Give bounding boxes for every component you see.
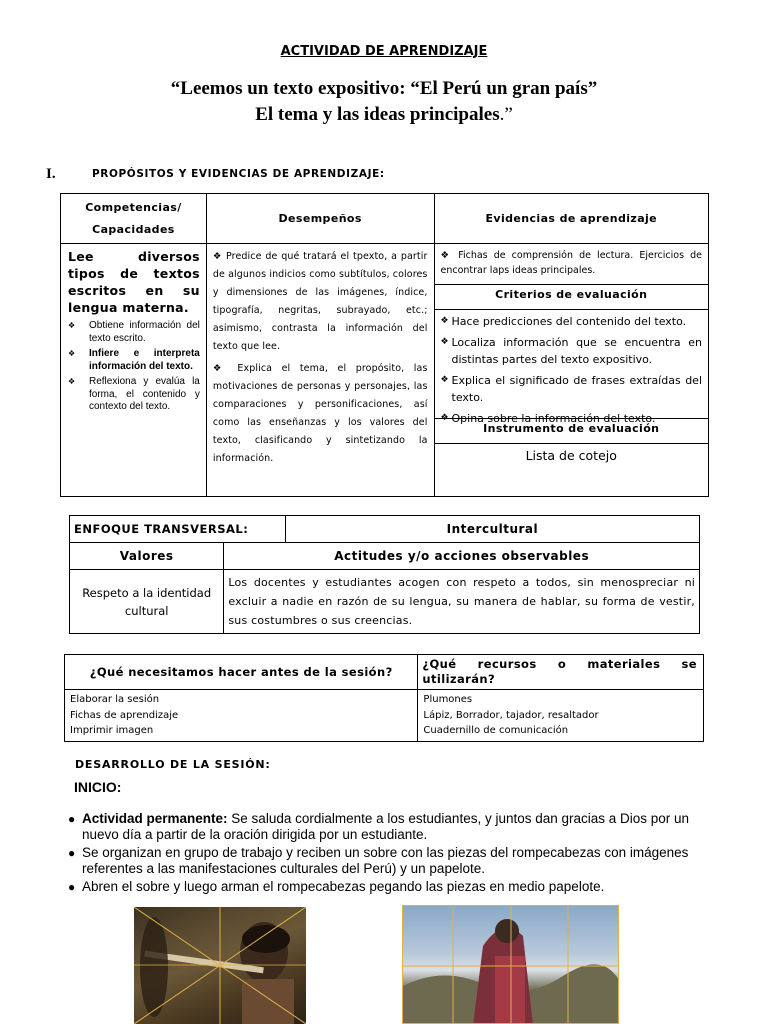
diamond-bullet-icon: ❖ [68, 349, 76, 358]
list-item: Plumones [423, 694, 473, 705]
list-item: ● Se organizan en grupo de trabajo y reciben un sobre con las piezas del rompecabezas con imágenes referentes a las manifestaciones culturales del Perú) y un papelote. [68, 845, 689, 876]
list-item: ❖ Obtiene información del texto escrito. [68, 320, 200, 344]
main-title [0, 76, 768, 128]
desempenos-header: Desempeños [206, 194, 434, 244]
criterios-header: Criterios de evaluación [435, 284, 709, 310]
before-session-list [65, 690, 418, 742]
diamond-bullet-icon: ❖ [440, 316, 449, 326]
section-number: I. [46, 166, 56, 182]
title-line-2-end: .” [499, 104, 513, 125]
evidencias-text: ❖ Fichas de comprensión de lectura. Ejercicios de encontrar laps ideas principales. [440, 250, 702, 276]
criterios-list [435, 310, 709, 425]
section-title: PROPÓSITOS Y EVIDENCIAS DE APRENDIZAJE: [92, 168, 385, 180]
list-item: Lápiz, Borrador, tajador, resaltador [423, 709, 599, 721]
list-item: Elaborar la sesión [70, 694, 160, 705]
competencias-cell [61, 244, 207, 497]
activity-title: ACTIVIDAD DE APRENDIZAJE [280, 44, 488, 59]
desempenos-cell [206, 244, 434, 497]
desempeno-item: ❖ Predice de qué tratará el tpexto, a partir de algunos indicios como subtítulos, colores y dimensiones de las imágenes, índice, tipografía, negritas, subrayado, etc.; asimismo, contrasta la información del texto que lee. [212, 251, 428, 352]
desarrollo-title: DESARROLLO DE LA SESIÓN: [75, 758, 271, 771]
valores-label: Valores [70, 543, 224, 570]
diamond-bullet-icon: ❖ [440, 413, 449, 423]
materials-list [418, 690, 704, 742]
bullet-dot-icon: ● [68, 812, 76, 826]
list-item: ❖ Opina sobre la información del texto. [440, 412, 656, 425]
puzzle-photo-andean-musician [402, 905, 619, 1024]
list-item: Cuadernillo de comunicación [423, 725, 569, 736]
list-item: ❖ Reflexiona y evalúa la forma, el contenido y contexto del texto. [68, 376, 200, 412]
competencias-header: Competencias/ Capacidades [61, 194, 207, 244]
before-session-question: ¿Qué necesitamos hacer antes de la sesión? [65, 655, 418, 690]
bullet-dot-icon: ● [68, 880, 76, 894]
bullet-dot-icon: ● [68, 846, 76, 860]
enfoque-table [69, 515, 700, 634]
preparation-table [64, 654, 704, 742]
diamond-bullet-icon: ❖ [440, 375, 449, 385]
title-line-2: El tema y las ideas principales [255, 104, 500, 125]
list-item: Imprimir imagen [70, 725, 154, 736]
materials-question: ¿Qué recursos o materiales se utilizarán? [418, 655, 704, 690]
diamond-bullet-icon: ❖ [68, 377, 76, 386]
purposes-table [60, 193, 709, 497]
puzzle-lines-icon [403, 906, 619, 1024]
list-item: ● Abren el sobre y luego arman el rompecabezas pegando las piezas en medio papelote. [68, 879, 605, 894]
puzzle-lines-icon [134, 907, 306, 1024]
enfoque-label: ENFOQUE TRANSVERSAL: [70, 516, 286, 543]
diamond-bullet-icon: ❖ [68, 321, 76, 330]
list-item: ❖ Hace predicciones del contenido del texto. [440, 315, 687, 328]
title-line-1: “Leemos un texto expositivo: “El Perú un gran país” [170, 78, 598, 99]
list-item: ● Actividad permanente: Se saluda cordialmente a los estudiantes, y juntos dan gracias a Dios por un nuevo día a partir de la oración dirigida por un estudiante. [68, 811, 690, 842]
evidencias-cell [434, 244, 709, 497]
list-item: Fichas de aprendizaje [70, 709, 179, 721]
actitudes-label: Actitudes y/o acciones observables [224, 543, 700, 570]
actitud-text: Los docentes y estudiantes acogen con respeto a todos, sin menospreciar ni excluir a nadie en razón de su lengua, su manera de hablar, su forma de vestir, sus costumbres o sus creencias. [224, 570, 700, 634]
capacidades-list [61, 320, 206, 414]
desempeno-item: ❖ Explica el tema, el propósito, las motivaciones de personas y personajes, las comparaciones y personificaciones, así como las enseñanzas y los valores del texto, clasificando y sintetizando la información. [212, 363, 428, 464]
valor-text: Respeto a la identidad cultural [70, 570, 224, 634]
list-item: ❖ Infiere e interpreta información del texto. [68, 348, 200, 372]
instrumento-value: Lista de cotejo [525, 448, 617, 463]
enfoque-value: Intercultural [285, 516, 699, 543]
competencia-text: Lee diversos tipos de textos escritos en su lengua materna. [68, 249, 200, 315]
list-item: ❖ Explica el significado de frases extraídas del texto. [440, 374, 702, 404]
evidencias-header: Evidencias de aprendizaje [434, 194, 709, 244]
instrumento-header: Instrumento de evaluación [435, 418, 709, 444]
diamond-bullet-icon: ❖ [440, 337, 449, 347]
list-item: ❖ Localiza información que se encuentra en distintas partes del texto expositivo. [440, 336, 702, 366]
inicio-heading: INICIO: [74, 779, 122, 795]
inicio-bullets [68, 811, 728, 897]
puzzle-photo-flute-player [134, 907, 306, 1024]
